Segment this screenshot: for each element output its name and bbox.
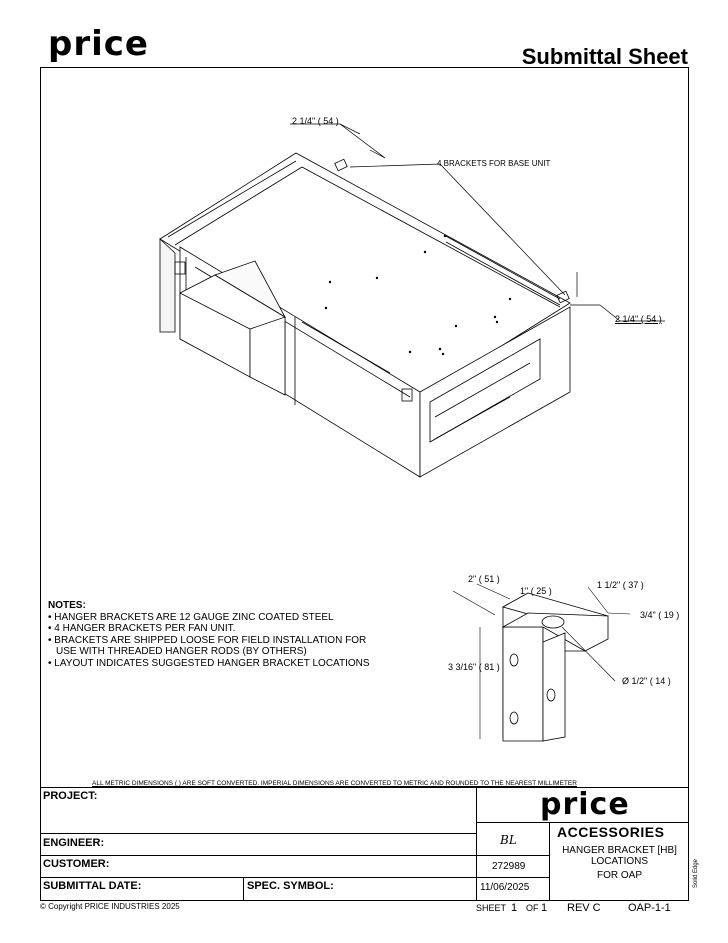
note-item: USE WITH THREADED HANGER RODS (BY OTHERS) (56, 646, 307, 657)
divider (40, 855, 549, 856)
divider (40, 833, 476, 834)
brackets-callout: 4 BRACKETS FOR BASE UNIT (437, 159, 551, 168)
sheet-label: SHEET (476, 903, 507, 913)
note-item: • HANGER BRACKETS ARE 12 GAUGE ZINC COATED STEEL (48, 611, 334, 623)
divider (549, 822, 550, 901)
metric-note: ALL METRIC DIMENSIONS ( ) ARE SOFT CONVERTED. IMPERIAL DIMENSIONS ARE CONVERTED TO METRIC AND ROUNDED TO THE NEAREST MILLIMETER (92, 780, 577, 787)
divider (243, 877, 244, 901)
engineer-label: ENGINEER: (43, 837, 105, 849)
dim-width-label: 2" ( 51 ) (468, 574, 500, 584)
initials-signature: BL (500, 833, 517, 847)
notes-heading: NOTES: (48, 600, 86, 611)
description-line-1: HANGER BRACKET [HB] (562, 845, 677, 856)
project-label: PROJECT: (43, 790, 98, 802)
page-title: Submittal Sheet (521, 44, 688, 69)
of-label: OF (526, 903, 539, 913)
dim-flange-label: 1 1/2" ( 37 ) (597, 580, 644, 590)
divider (476, 822, 689, 823)
dim-hole-offset-label: 1" ( 25 ) (520, 586, 552, 596)
dim-right-label: 2 1/4" ( 54 ) (615, 314, 662, 324)
note-item: • BRACKETS ARE SHIPPED LOOSE FOR FIELD INSTALLATION FOR (48, 634, 367, 646)
fan-unit-drawing (160, 153, 570, 477)
title-block-logo: price (540, 787, 630, 822)
sheet-total: 1 (541, 902, 548, 914)
divider (40, 877, 549, 878)
submittal-date-label: SUBMITTAL DATE: (43, 880, 142, 892)
submittal-date: 11/06/2025 (480, 882, 530, 893)
customer-label: CUSTOMER: (43, 858, 110, 870)
dim-top-label: 2 1/4" ( 54 ) (292, 116, 339, 126)
dim-height-label: 3 3/16" ( 81 ) (448, 662, 500, 672)
side-note: Solid Edge (693, 858, 699, 888)
notes-block (48, 600, 370, 669)
note-item: • LAYOUT INDICATES SUGGESTED HANGER BRACKET LOCATIONS (48, 657, 370, 669)
document-code: OAP-1-1 (628, 902, 671, 914)
dim-edge-label: 3/4" ( 19 ) (640, 610, 680, 620)
document-number: 272989 (492, 861, 526, 872)
divider (476, 787, 477, 901)
copyright: © Copyright PRICE INDUSTRIES 2025 (40, 902, 180, 911)
dim-hole-label: Ø 1/2" ( 14 ) (622, 676, 671, 686)
note-item: • 4 HANGER BRACKETS PER FAN UNIT. (48, 623, 236, 634)
category-label: ACCESSORIES (557, 824, 665, 840)
drawing-canvas (40, 67, 689, 787)
price-logo: price (48, 24, 149, 64)
description-line-2: LOCATIONS (590, 856, 649, 867)
sheet-number: 1 (511, 902, 518, 914)
revision: REV C (567, 902, 601, 914)
spec-symbol-label: SPEC. SYMBOL: (247, 880, 334, 892)
description-line-3: FOR OAP (596, 870, 642, 881)
